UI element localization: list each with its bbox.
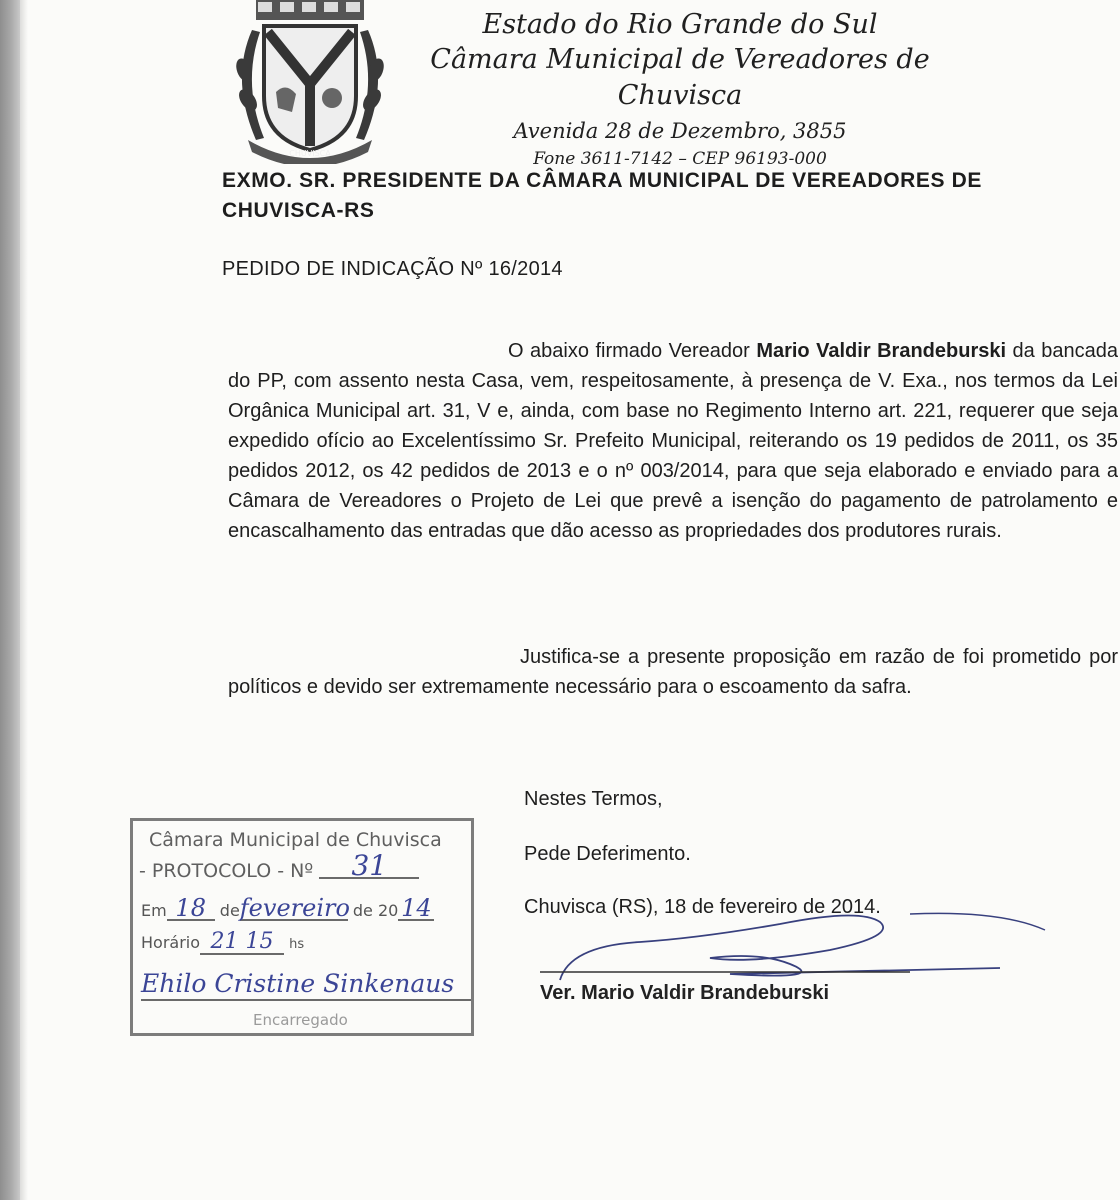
indication-number: PEDIDO DE INDICAÇÃO Nº 16/2014	[222, 258, 563, 280]
closing-terms: Nestes Termos,	[524, 788, 663, 810]
stamp-receiver-role: Encarregado	[253, 1011, 348, 1029]
stamp-date-row	[141, 894, 434, 922]
letterhead-state: Estado do Rio Grande do Sul	[482, 9, 878, 40]
protocol-stamp	[130, 818, 474, 1036]
body-paragraph-2	[228, 642, 1118, 702]
stamp-date-year-prefix: de 20	[352, 901, 399, 920]
letterhead-contact: Fone 3611-7142 – CEP 96193-000	[533, 149, 827, 169]
stamp-date-em: Em	[141, 901, 167, 920]
stamp-time-value: 21 15	[200, 931, 284, 955]
stamp-date-day: 18	[167, 897, 215, 921]
handwritten-signature	[530, 902, 1060, 994]
addressee	[222, 166, 1120, 226]
stamp-date-de: de	[219, 901, 240, 920]
letterhead	[400, 8, 960, 172]
stamp-time-suffix: hs	[289, 937, 305, 952]
addressee-line-1: EXMO. SR. PRESIDENTE DA CÂMARA MUNICIPAL DE VEREADORES DE	[222, 169, 982, 192]
tree-figure	[322, 88, 342, 108]
scan-edge	[0, 0, 20, 1200]
stamp-time-row	[141, 931, 304, 955]
page-shadow	[20, 0, 28, 1200]
stamp-protocol-row	[139, 849, 419, 882]
stamp-protocol-label: - PROTOCOLO - Nº	[139, 860, 314, 882]
stamp-time-label: Horário	[141, 933, 201, 952]
letterhead-chamber: Câmara Municipal de Vereadores de Chuvisca	[430, 44, 930, 111]
p1-intro: O abaixo firmado Vereador	[508, 340, 750, 362]
closing-request: Pede Deferimento.	[524, 843, 691, 865]
letterhead-address: Avenida 28 de Dezembro, 3855	[513, 119, 847, 143]
stamp-title: Câmara Municipal de Chuvisca	[149, 829, 442, 851]
closing-place-date: Chuvisca (RS), 18 de fevereiro de 2014.	[524, 896, 881, 918]
p1-rest: da bancada do PP, com assento nesta Casa, vem, respeitosamente, à presença de V. Exa., nos termos da Lei Orgânica Municipal art. 31, V e, ainda, com base no Regimento Interno art. 221, requerer que seja expedido ofício ao Excelentíssimo Sr. Prefeito Municipal, reiterando os 19 pedidos de 2011, os 35 pedidos 2012, os 42 pedidos de 2013 e o nº 003/2014, para que seja elaborado e enviado para a Câmara de Vereadores o Projeto de Lei que prevê a isenção do pagamento de patrolamento e encascalhamento das entradas que dão acesso as propriedades dos produtores rurais.	[228, 340, 1119, 542]
addressee-line-2: CHUVISCA-RS	[222, 199, 375, 222]
signer-name: Ver. Mario Valdir Brandeburski	[540, 982, 830, 1004]
stamp-protocol-number: 31	[319, 855, 419, 879]
stamp-date-year: 14	[398, 897, 434, 921]
crown-icon	[256, 0, 364, 20]
body-paragraph-1	[228, 336, 1118, 546]
councilor-name: Mario Valdir Brandeburski	[756, 340, 1007, 362]
stamp-date-month: fevereiro	[239, 894, 350, 922]
p2-text: Justifica-se a presente proposição em razão de foi prometido por políticos e devido ser extremamente necessário para o escoamento da safra.	[228, 646, 1118, 698]
stamp-receiver-signature: Ehilo Cristine Sinkenaus	[141, 969, 471, 1001]
crest-label: CHUVISCA	[289, 149, 331, 158]
coat-of-arms-emblem	[228, 0, 392, 164]
